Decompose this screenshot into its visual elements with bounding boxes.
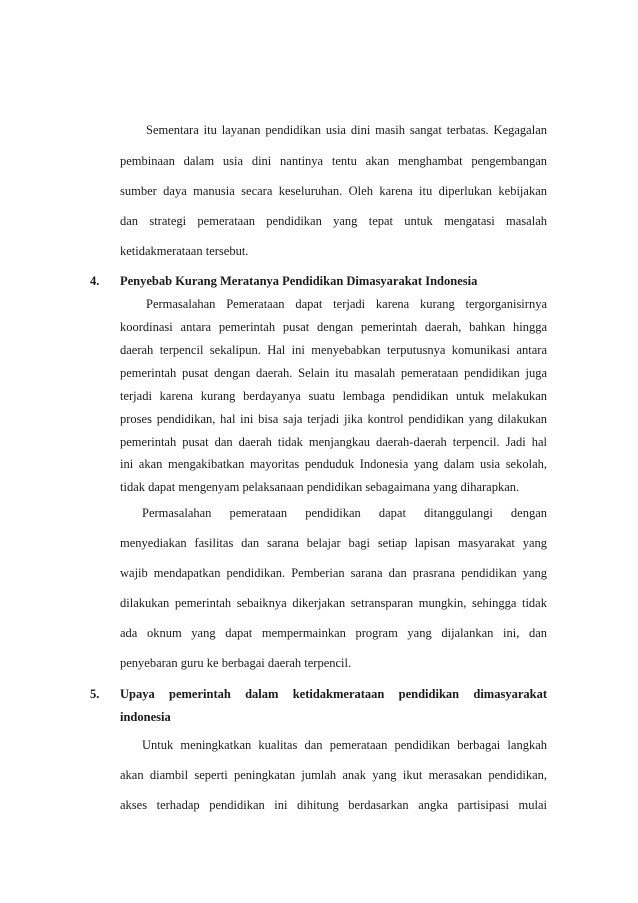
paragraph-line: wajib mendapatkan pendidikan. Pemberian sarana dan prasrana pendidikan yang [120, 566, 547, 580]
paragraph-line: pemerintah pusat dengan daerah. Selain itu masalah pemerataan pendidikan juga [120, 366, 547, 380]
paragraph-line: ini akan mengakibatkan mayoritas penduduk Indonesia yang dalam usia sekolah, [120, 457, 547, 471]
paragraph-line: proses pendidikan, hal ini bisa saja terjadi jika kontrol pendidikan yang dilakukan [120, 412, 547, 426]
paragraph-line: terjadi karena kurang berdayanya suatu lembaga pendidikan untuk melakukan [120, 389, 547, 403]
paragraph-line: penyebaran guru ke berbagai daerah terpencil. [120, 656, 352, 670]
section-5-heading: Upaya pemerintah dalam ketidakmerataan pendidikan dimasyarakat [120, 687, 547, 701]
paragraph-line: dan strategi pemerataan pendidikan yang tepat untuk mengatasi masalah [120, 214, 547, 228]
paragraph-line: akses terhadap pendidikan ini dihitung berdasarkan angka partisipasi mulai [120, 798, 547, 812]
paragraph-line: akan diambil seperti peningkatan jumlah anak yang ikut merasakan pendidikan, [120, 768, 547, 782]
paragraph-line: sumber daya manusia secara keseluruhan. Oleh karena itu diperlukan kebijakan [120, 184, 547, 198]
section-4-heading: Penyebab Kurang Meratanya Pendidikan Dimasyarakat Indonesia [120, 274, 478, 288]
paragraph-line: menyediakan fasilitas dan sarana belajar bagi setiap lapisan masyarakat yang [120, 536, 547, 550]
paragraph-line: tidak dapat mengenyam pelaksanaan pendidikan sebagaimana yang diharapkan. [120, 480, 520, 494]
paragraph-line: Permasalahan pemerataan pendidikan dapat ditanggulangi dengan [142, 506, 547, 520]
section-4-number: 4. [90, 274, 100, 288]
paragraph-line: daerah terpencil sekalipun. Hal ini menyebabkan terputusnya komunikasi antara [120, 343, 547, 357]
paragraph-line: ada oknum yang dapat mempermainkan program yang dijalankan ini, dan [120, 626, 547, 640]
paragraph-line: ketidakmerataan tersebut. [120, 244, 249, 258]
section-5-number: 5. [90, 687, 100, 701]
paragraph-line: Permasalahan Pemerataan dapat terjadi karena kurang tergorganisirnya [146, 297, 547, 311]
paragraph-line: pembinaan dalam usia dini nantinya tentu akan menghambat pengembangan [120, 154, 547, 168]
paragraph-line: Untuk meningkatkan kualitas dan pemerataan pendidikan berbagai langkah [142, 738, 547, 752]
paragraph-line: koordinasi antara pemerintah pusat dengan pemerintah daerah, bahkan hingga [120, 320, 547, 334]
paragraph-line: pemerintah pusat dan daerah tidak menjangkau daerah-daerah terpencil. Jadi hal [120, 435, 547, 449]
section-5-heading-cont: indonesia [120, 710, 171, 724]
paragraph-line: dilakukan pemerintah sebaiknya dikerjakan setransparan mungkin, sehingga tidak [120, 596, 547, 610]
paragraph-line: Sementara itu layanan pendidikan usia dini masih sangat terbatas. Kegagalan [146, 123, 547, 137]
